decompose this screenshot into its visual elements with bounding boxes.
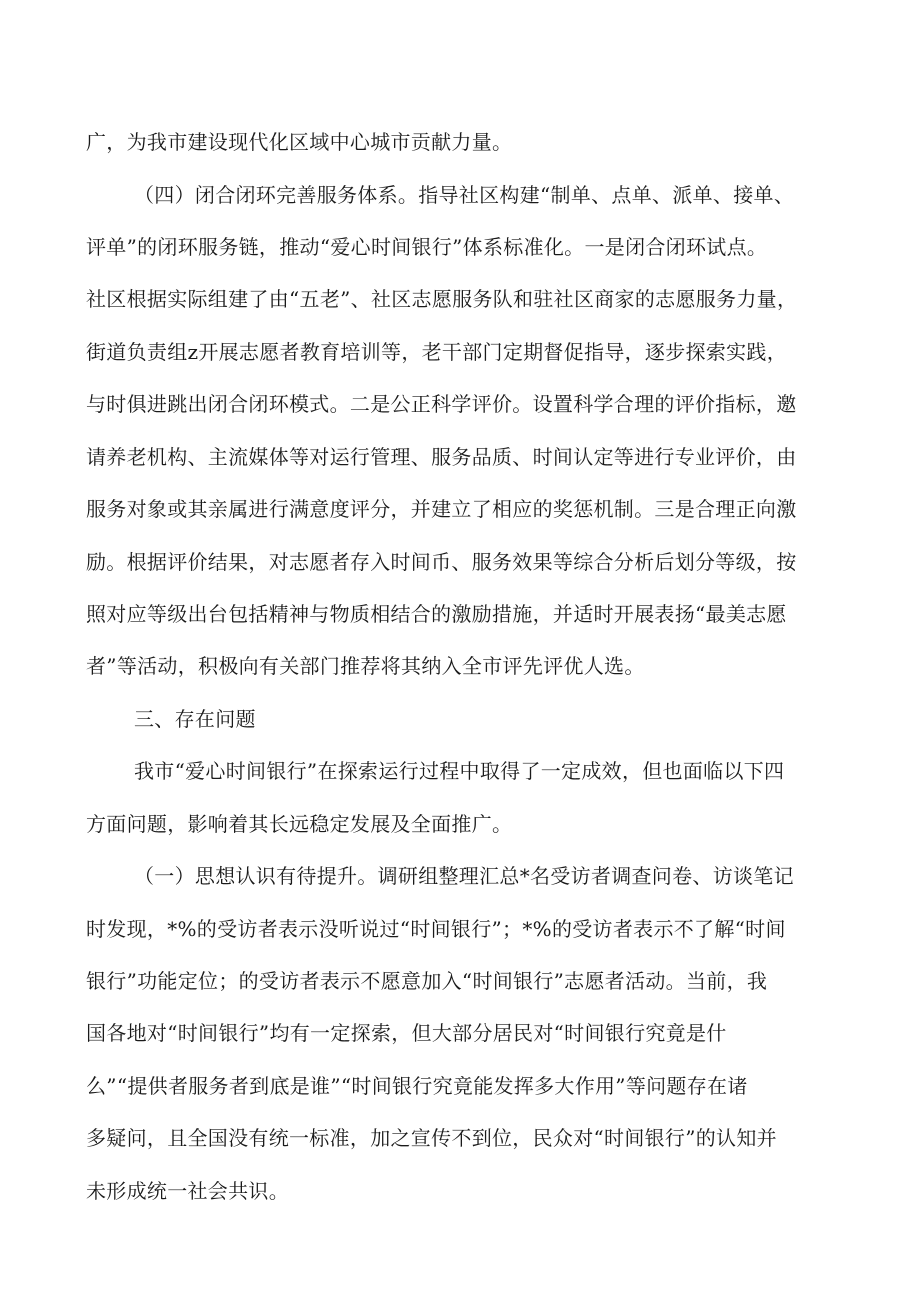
text-line: 社区根据实际组建了由“五老”、社区志愿服务队和驻社区商家的志愿服务力量， — [86, 287, 798, 311]
text-line: 与时俱进跳出闭合闭环模式。二是公正科学评价。设置科学合理的评价指标，邀 — [86, 392, 797, 416]
text-line: 服务对象或其亲属进行满意度评分，并建立了相应的奖惩机制。三是合理正向激 — [86, 497, 797, 521]
text-line: 国各地对“时间银行”均有一定探索，但大部分居民对“时间银行究竟是什 — [86, 1021, 727, 1045]
text-line: 银行”功能定位；的受访者表示不愿意加入“时间银行”志愿者活动。当前，我 — [86, 969, 768, 993]
text-line: （一）思想认识有待提升。调研组整理汇总*名受访者调查问卷、访谈笔记 — [134, 864, 794, 888]
text-line: 励。根据评价结果，对志愿者存入时间币、服务效果等综合分析后划分等级，按 — [86, 550, 797, 574]
text-line: 广，为我市建设现代化区域中心城市贡献力量。 — [86, 130, 513, 154]
text-line: 我市“爱心时间银行”在探索运行过程中取得了一定成效，但也面临以下四 — [134, 759, 785, 783]
text-line: 时发现，*%的受访者表示没听说过“时间银行”；*%的受访者表示不了解“时间 — [86, 917, 786, 941]
text-line: （四）闭合闭环完善服务体系。指导社区构建“制单、点单、派单、接单、 — [134, 183, 795, 207]
text-line: 么”“提供者服务者到底是谁”“时间银行究竟能发挥多大作用”等问题存在诸 — [86, 1074, 748, 1098]
text-line: 照对应等级出台包括精神与物质相结合的激励措施，并适时开展表扬“最美志愿 — [86, 602, 787, 626]
text-line: 街道负责组z开展志愿者教育培训等，老干部门定期督促指导，逐步探索实践， — [86, 340, 788, 364]
text-line: 评单”的闭环服务链，推动“爱心时间银行”体系标准化。一是闭合闭环试点。 — [86, 235, 768, 259]
text-line: 方面问题，影响着其长远稳定发展及全面推广。 — [86, 812, 513, 836]
text-line: 请养老机构、主流媒体等对运行管理、服务品质、时间认定等进行专业评价，由 — [86, 445, 797, 469]
section-heading: 三、存在问题 — [134, 707, 256, 731]
text-line: 未形成统一社会共识。 — [86, 1179, 289, 1203]
text-line: 多疑问，且全国没有统一标准，加之宣传不到位，民众对“时间银行”的认知并 — [86, 1126, 777, 1150]
text-line: 者”等活动，积极向有关部门推荐将其纳入全市评先评优人选。 — [86, 654, 645, 678]
